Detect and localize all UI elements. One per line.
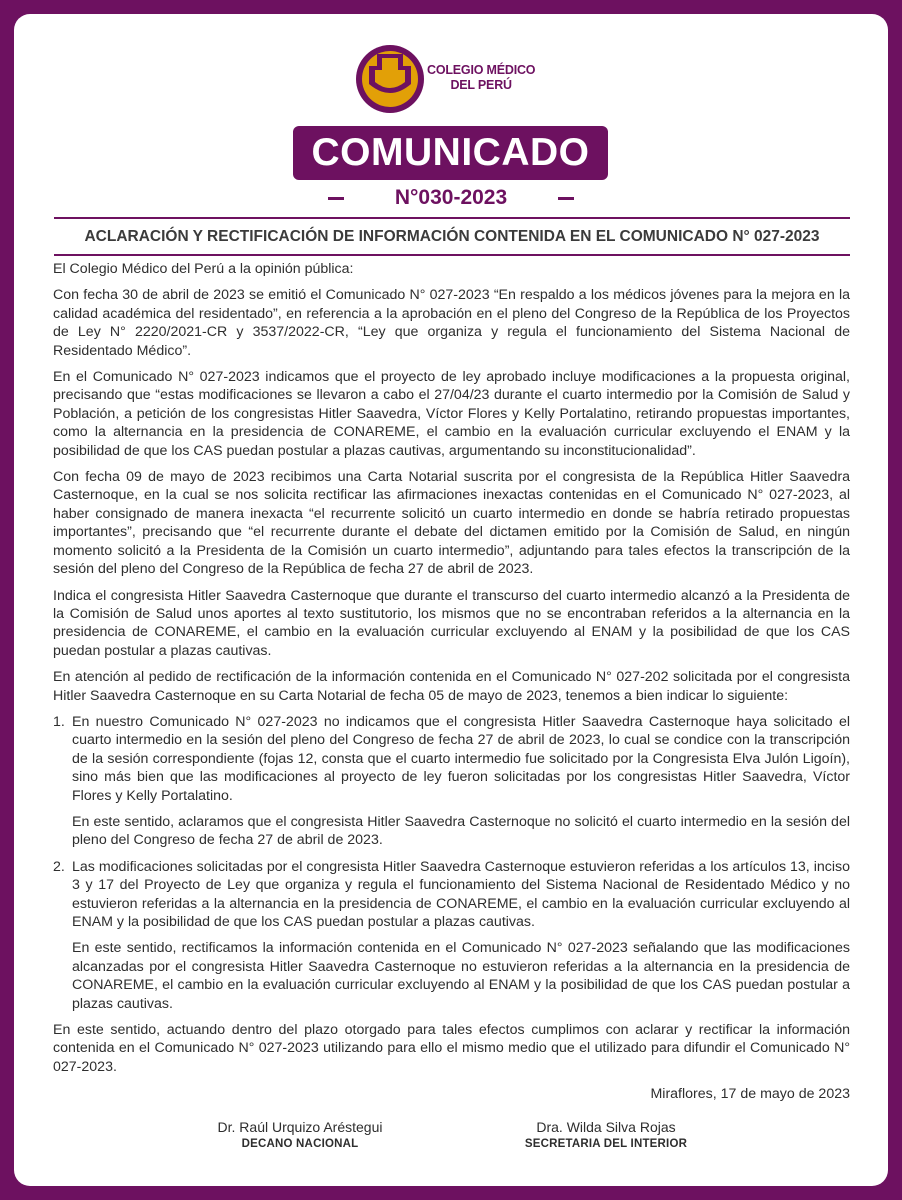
list-item-text: En nuestro Comunicado N° 027-2023 no indicamos que el congresista Hitler Saavedra Casternoque haya solicitado el cuarto intermedio en la sesión del pleno del Congreso de fecha 27 de abril de 2023, lo cual se condice con la transcripción de la sesión correspondiente (fojas 12, consta que el cuarto intermedio fue solicitado por la Congresista Elva Julón Ligoín), sino más bien que las modificaciones al proyecto de ley fueron solicitadas por los congresistas Hitler Saavedra, Víctor Flores y Kelly Portalatino. xyxy=(72,713,850,804)
paragraph: Con fecha 09 de mayo de 2023 recibimos una Carta Notarial suscrita por el congresista de la República Hitler Saavedra Casternoque, en la cual se nos solicita rectificar las afirmaciones inexactas contenidas en el Comunicado N° 027-2023, al haber consignado de manera inexacta “el recurrente solicitó un cuarto intermedio en donde se habría retirado propuestas importantes”, precisando que “el recurrente durante el debate del dictamen emitido por la Comisión de Salud, en ningún momento solicitó a la Presidenta de la Comisión un cuarto intermedio”, adjuntando para tales efectos la transcripción de la sesión del pleno del Congreso de la República de fecha 27 de abril de 2023. xyxy=(53,469,850,578)
paragraph: Indica el congresista Hitler Saavedra Casternoque que durante el transcurso del cuarto intermedio alcanzó a la Presidenta de la Comisión de Salud unos aportes al texto sustitutorio, los mismos que no se encontraban referidos a la alternancia en la presidencia de CONAREME, el cambio en la evaluación curricular excluyendo al ENAM y la posibilidad de que los CAS puedan postular a plazas cautivas. xyxy=(53,587,850,659)
communique-body xyxy=(53,260,850,1084)
date-line: Miraflores, 17 de mayo de 2023 xyxy=(650,1086,850,1102)
paragraph: Con fecha 30 de abril de 2023 se emitió el Comunicado N° 027-2023 “En respaldo a los médicos jóvenes para la mejora en la calidad académica del residentado”, en referencia a la aprobación en el pleno del Congreso de la República de los Proyectos de Ley N° 2220/2021-CR y 3537/2022-CR, “Ley que organiza y regula el funcionamiento del Sistema Nacional de Residentado Médico”. xyxy=(53,287,850,359)
paragraph-closing: En este sentido, actuando dentro del plazo otorgado para tales efectos cumplimos con aclarar y rectificar la información contenida en el Comunicado N° 027-2023 utilizando para ello el mismo medio que el utilizado para difundir el Comunicado N° 027-2023. xyxy=(53,1022,850,1075)
signatory-role: SECRETARIA DEL INTERIOR xyxy=(524,1138,688,1150)
list-item-text: Las modificaciones solicitadas por el congresista Hitler Saavedra Casternoque estuvieron referidas a los artículos 13, inciso 3 y 17 del Proyecto de Ley que organiza y regula el funcionamiento del Sistema Nacional de Residentado Médico y no estuvieron referidas a la alternancia en la presidencia de CONAREME, el cambio en la evaluación curricular excluyendo al ENAM y la posibilidad de que los CAS puedan postular a plazas cautivas. xyxy=(72,858,850,930)
medical-college-seal-icon xyxy=(355,44,425,114)
logo-line-2: DEL PERÚ xyxy=(450,78,512,92)
paragraph: En el Comunicado N° 027-2023 indicamos que el proyecto de ley aprobado incluye modificaciones a la propuesta original, precisando que “estas modificaciones se llevaron a cabo el 27/04/23 durante el cuarto intermedio por la Comisión de Salud y Población, a petición de los congresistas Hitler Saavedra, Víctor Flores y Kelly Portalatino, retirando propuestas importantes, como la alternancia en la presidencia de CONAREME, el cambio en la evaluación curricular excluyendo el ENAM y la posibilidad de que los CAS puedan postular a plazas cautivas, argumentando su inconstitucionalidad”. xyxy=(53,369,850,459)
list-item-number: 2. xyxy=(53,858,65,875)
title-banner: COMUNICADO xyxy=(293,126,608,180)
bottom-divider xyxy=(54,254,850,256)
top-divider xyxy=(54,217,850,219)
logo xyxy=(355,44,555,114)
signatory-role: DECANO NACIONAL xyxy=(241,1138,359,1150)
list-item-text: En este sentido, aclaramos que el congresista Hitler Saavedra Casternoque no solicitó el cuarto intermedio en la sesión del pleno del Congreso de fecha 27 de abril de 2023. xyxy=(72,813,850,849)
paragraph-greeting: El Colegio Médico del Perú a la opinión pública: xyxy=(53,261,354,277)
list-item xyxy=(53,713,850,850)
signature-secretary xyxy=(486,1118,726,1152)
communique-number-row xyxy=(328,184,574,212)
signatory-name: Dr. Raúl Urquizo Aréstegui xyxy=(217,1119,383,1135)
list-item xyxy=(53,858,850,1013)
subject-heading: ACLARACIÓN Y RECTIFICACIÓN DE INFORMACIÓN CONTENIDA EN EL COMUNICADO N° 027-2023 xyxy=(84,228,820,245)
communique-number: N°030-2023 xyxy=(394,186,508,209)
logo-line-1: COLEGIO MÉDICO xyxy=(427,63,536,77)
signatory-name: Dra. Wilda Silva Rojas xyxy=(536,1119,676,1135)
list-item-number: 1. xyxy=(53,713,65,730)
right-dash xyxy=(558,197,574,200)
communique-card xyxy=(14,14,888,1186)
list-item-text: En este sentido, rectificamos la información contenida en el Comunicado N° 027-2023 señalando que las modificaciones alcanzadas por el congresista Hitler Saavedra Casternoque no estuvieron referidas a la alternancia en la presidencia de CONAREME, el cambio en la evaluación curricular excluyendo al ENAM y la posibilidad de que los CAS puedan postular a plazas cautivas. xyxy=(72,940,850,1012)
logo-wordmark xyxy=(427,63,535,93)
paragraph: En atención al pedido de rectificación de la información contenida en el Comunicado N° 027-202 solicitada por el congresista Hitler Saavedra Casternoque en su Carta Notarial de fecha 05 de mayo de 2023, tenemos a bien indicar lo siguiente: xyxy=(53,669,850,704)
signature-dean xyxy=(180,1118,420,1152)
